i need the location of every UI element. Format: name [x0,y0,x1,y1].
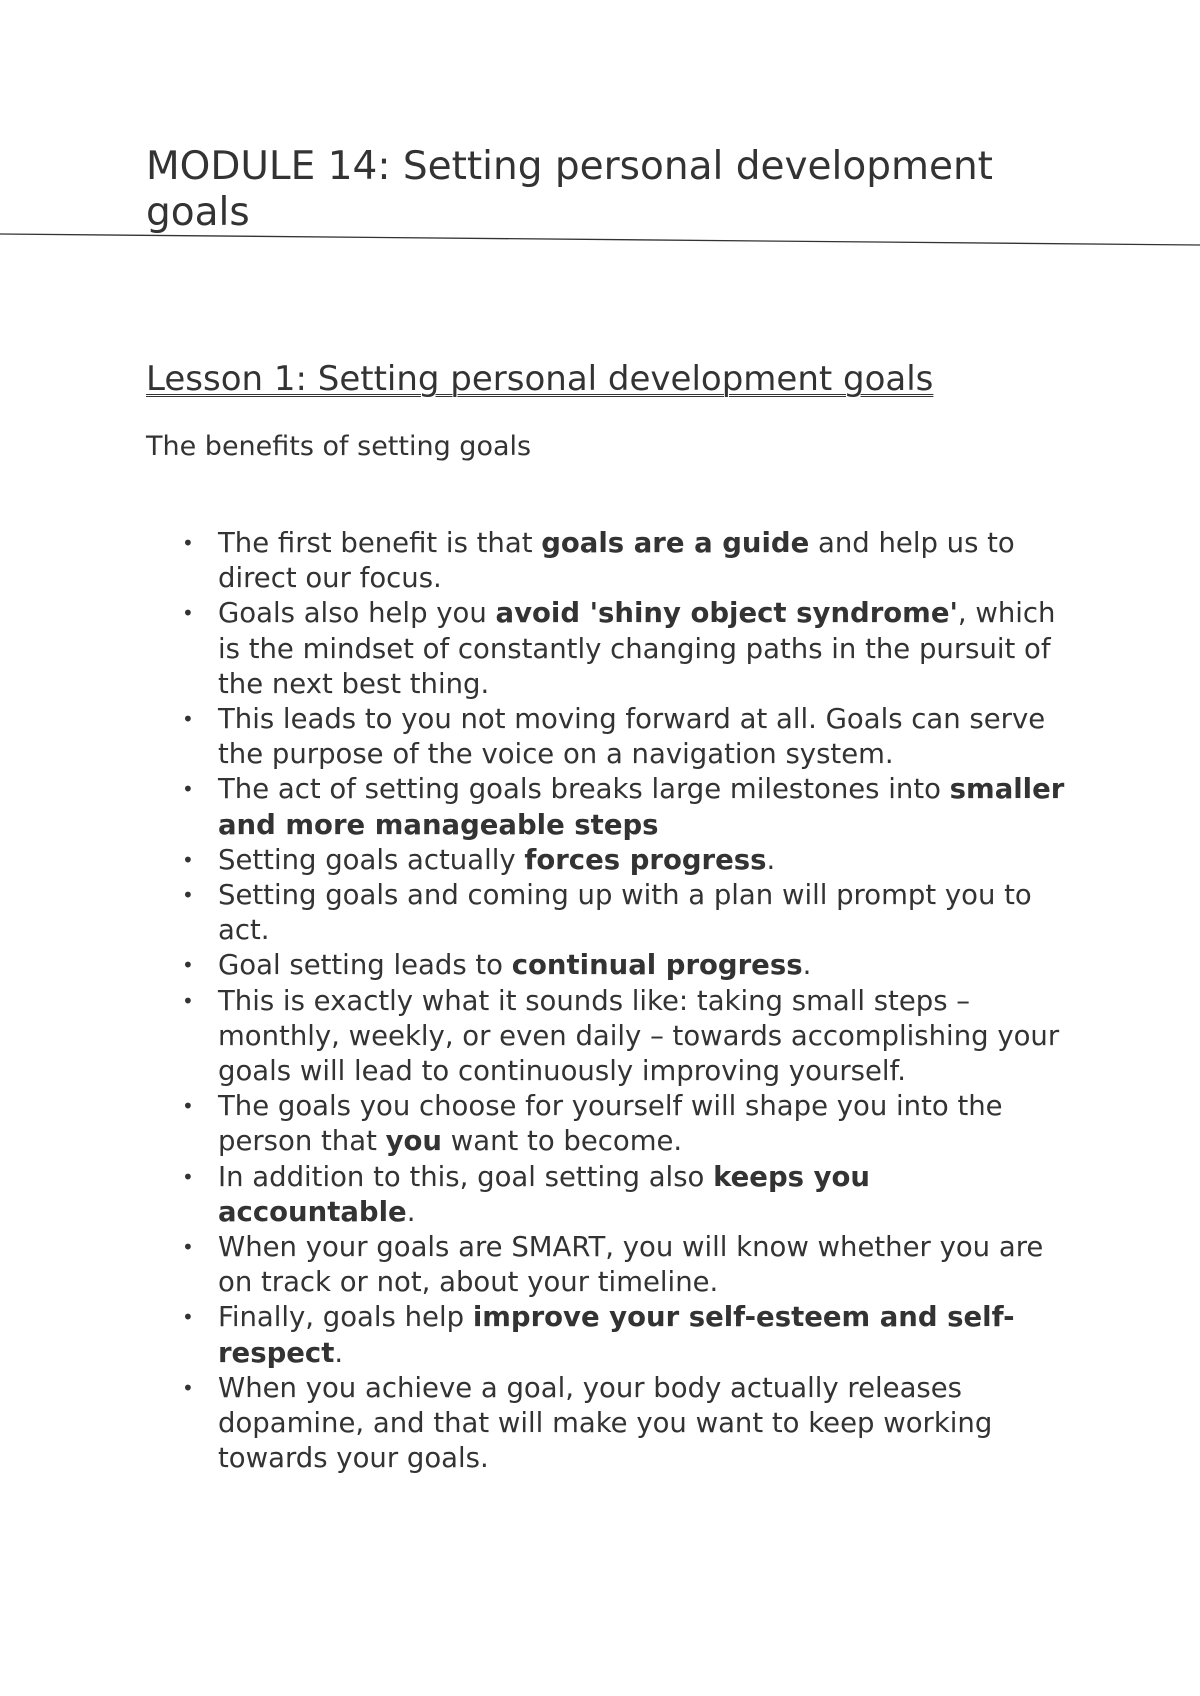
benefit-emphasis: keeps you accountable [218,1160,870,1228]
benefit-list-item [146,878,1076,948]
benefit-text: The first benefit is that [218,527,542,559]
benefit-list-item [146,1089,1076,1159]
benefit-emphasis: continual progress [511,949,803,982]
lesson-title: Lesson 1: Setting personal development goals [146,359,934,399]
benefit-text: . [334,1336,344,1369]
benefit-text: Goal setting leads to [218,949,512,982]
benefit-emphasis: goals are a guide [541,527,810,559]
bullet-icon: • [182,1375,194,1400]
title-divider [0,228,1200,248]
bullet-icon: • [182,1305,194,1330]
benefit-list-item [146,1160,1076,1230]
benefit-text: Setting goals actually [218,843,525,876]
benefit-list-item [146,1230,1076,1300]
benefit-text: When your goals are SMART, you will know whether you are on track or not, about your timeline. [218,1231,1044,1299]
benefit-text: In addition to this, goal setting also [218,1160,714,1193]
benefit-text: . [406,1195,416,1228]
bullet-icon: • [182,531,194,555]
benefit-list-item [146,772,1076,842]
benefits-list [146,526,1076,1476]
benefit-emphasis: improve your self-esteem and self-respect [218,1301,1015,1369]
benefit-list-item [146,1300,1076,1370]
benefit-text: The goals you choose for yourself will shape you into the person that [218,1090,1003,1158]
bullet-icon: • [182,1235,194,1260]
benefit-text: This is exactly what it sounds like: taking small steps – monthly, weekly, or even daily – towards accomplishing your goals will lead to continuously improving yourself. [218,984,1060,1088]
benefits-subheading: The benefits of setting goals [146,431,532,462]
benefit-list-item [146,526,1076,596]
title-divider-line [0,234,1200,245]
benefit-text: This leads to you not moving forward at all. Goals can serve the purpose of the voice on a navigation system. [218,703,1046,771]
bullet-icon: • [182,953,194,978]
bullet-icon: • [182,777,194,802]
bullet-icon: • [182,1164,194,1189]
benefit-text: want to become. [442,1125,683,1158]
benefit-text: When you achieve a goal, your body actually releases dopamine, and that will make you want to keep working towards your goals. [218,1371,993,1475]
benefit-emphasis: forces progress [524,843,767,876]
bullet-icon: • [182,883,194,908]
benefit-list-item [146,843,1076,878]
bullet-icon: • [182,847,194,872]
benefit-text: , which is the mindset of constantly changing paths in the pursuit of the next best thing. [218,597,1056,700]
benefit-list-item [146,702,1076,772]
bullet-icon: • [182,601,194,626]
benefit-text: . [766,843,776,876]
benefit-text: and help us to direct our focus. [218,527,1015,595]
benefit-text: Finally, goals help [218,1301,473,1334]
benefit-text: Goals also help you [218,597,496,630]
benefit-list-item [146,1371,1076,1477]
benefit-text: The act of setting goals breaks large milestones into [218,773,950,806]
benefit-emphasis: smaller and more manageable steps [218,773,1065,841]
benefit-list-item [146,596,1076,702]
benefit-emphasis: you [385,1125,442,1158]
benefit-text: Setting goals and coming up with a plan will prompt you to act. [218,879,1032,947]
benefit-text: . [802,949,812,982]
bullet-icon: • [182,988,194,1013]
benefit-list-item [146,948,1076,983]
bullet-icon: • [182,707,194,732]
benefit-emphasis: avoid 'shiny object syndrome' [495,597,958,630]
benefit-list-item [146,984,1076,1090]
bullet-icon: • [182,1094,194,1119]
module-title: MODULE 14: Setting personal development goals [146,144,993,235]
